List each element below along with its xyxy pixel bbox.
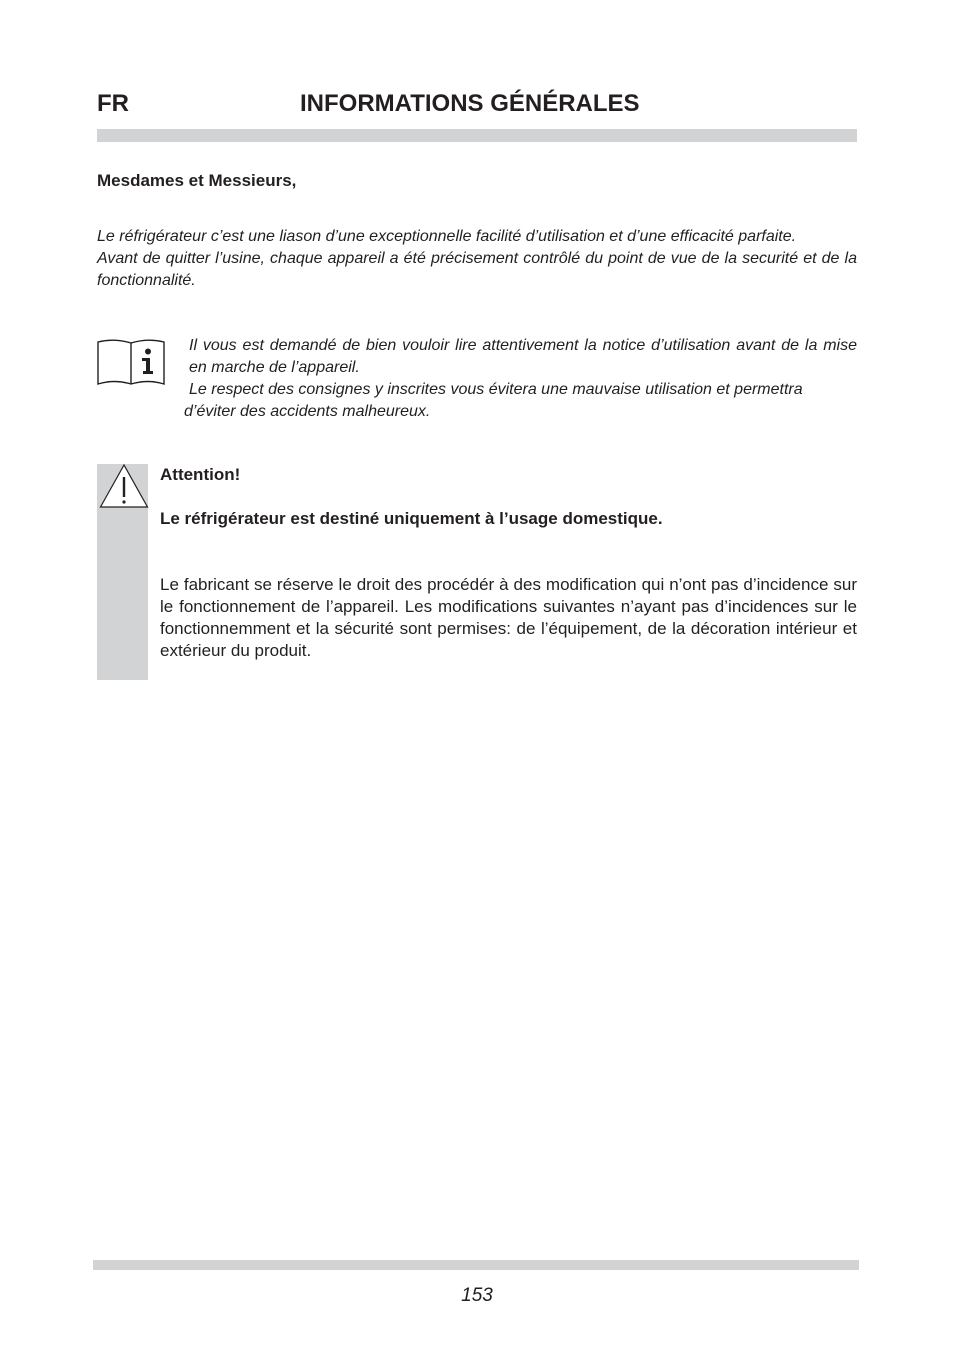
- info-paragraph-line: d’éviter des accidents malheureux.: [184, 403, 431, 420]
- book-info-icon: [97, 338, 165, 386]
- greeting: Mesdames et Messieurs,: [97, 171, 297, 190]
- info-text: [184, 335, 857, 423]
- footer-divider: [93, 1260, 859, 1270]
- language-label: FR: [97, 90, 129, 117]
- intro-text: [97, 226, 857, 292]
- page-title: INFORMATIONS GÉNÉRALES: [300, 90, 640, 117]
- info-paragraph-line: Le respect des consignes y inscrites vous évitera une mauvaise utilisation et permettra: [189, 381, 803, 398]
- intro-paragraph: Le réfrigérateur c’est une liason d’une exceptionnelle facilité d’utilisation et d’une efficacité parfaite.: [97, 228, 797, 245]
- intro-paragraph: Avant de quitter l’usine, chaque appareil a été précisement contrôlé du point de vue de la securité et de la fonctionnalité.: [97, 250, 857, 289]
- page-number: 153: [461, 1285, 493, 1306]
- warning-body: Le fabricant se réserve le droit des procédér à des modification qui n’ont pas d’incidence sur le fonctionnement de l’appareil. Les modifications suivantes n’ayant pas d’incidences sur le fonctionnemment et la sécurité sont permises: de l’équipement, de la décoration intérieur et extérieur du produit.: [160, 575, 857, 660]
- info-paragraph: Il vous est demandé de bien vouloir lire attentivement la notice d’utilisation avant de la mise en marche de l’appareil.: [189, 337, 857, 376]
- warning-triangle-icon: [99, 464, 149, 509]
- warning-title: Attention!: [160, 465, 241, 484]
- header-divider: [97, 129, 857, 142]
- warning-note: Le réfrigérateur est destiné uniquement à l’usage domestique.: [160, 509, 663, 528]
